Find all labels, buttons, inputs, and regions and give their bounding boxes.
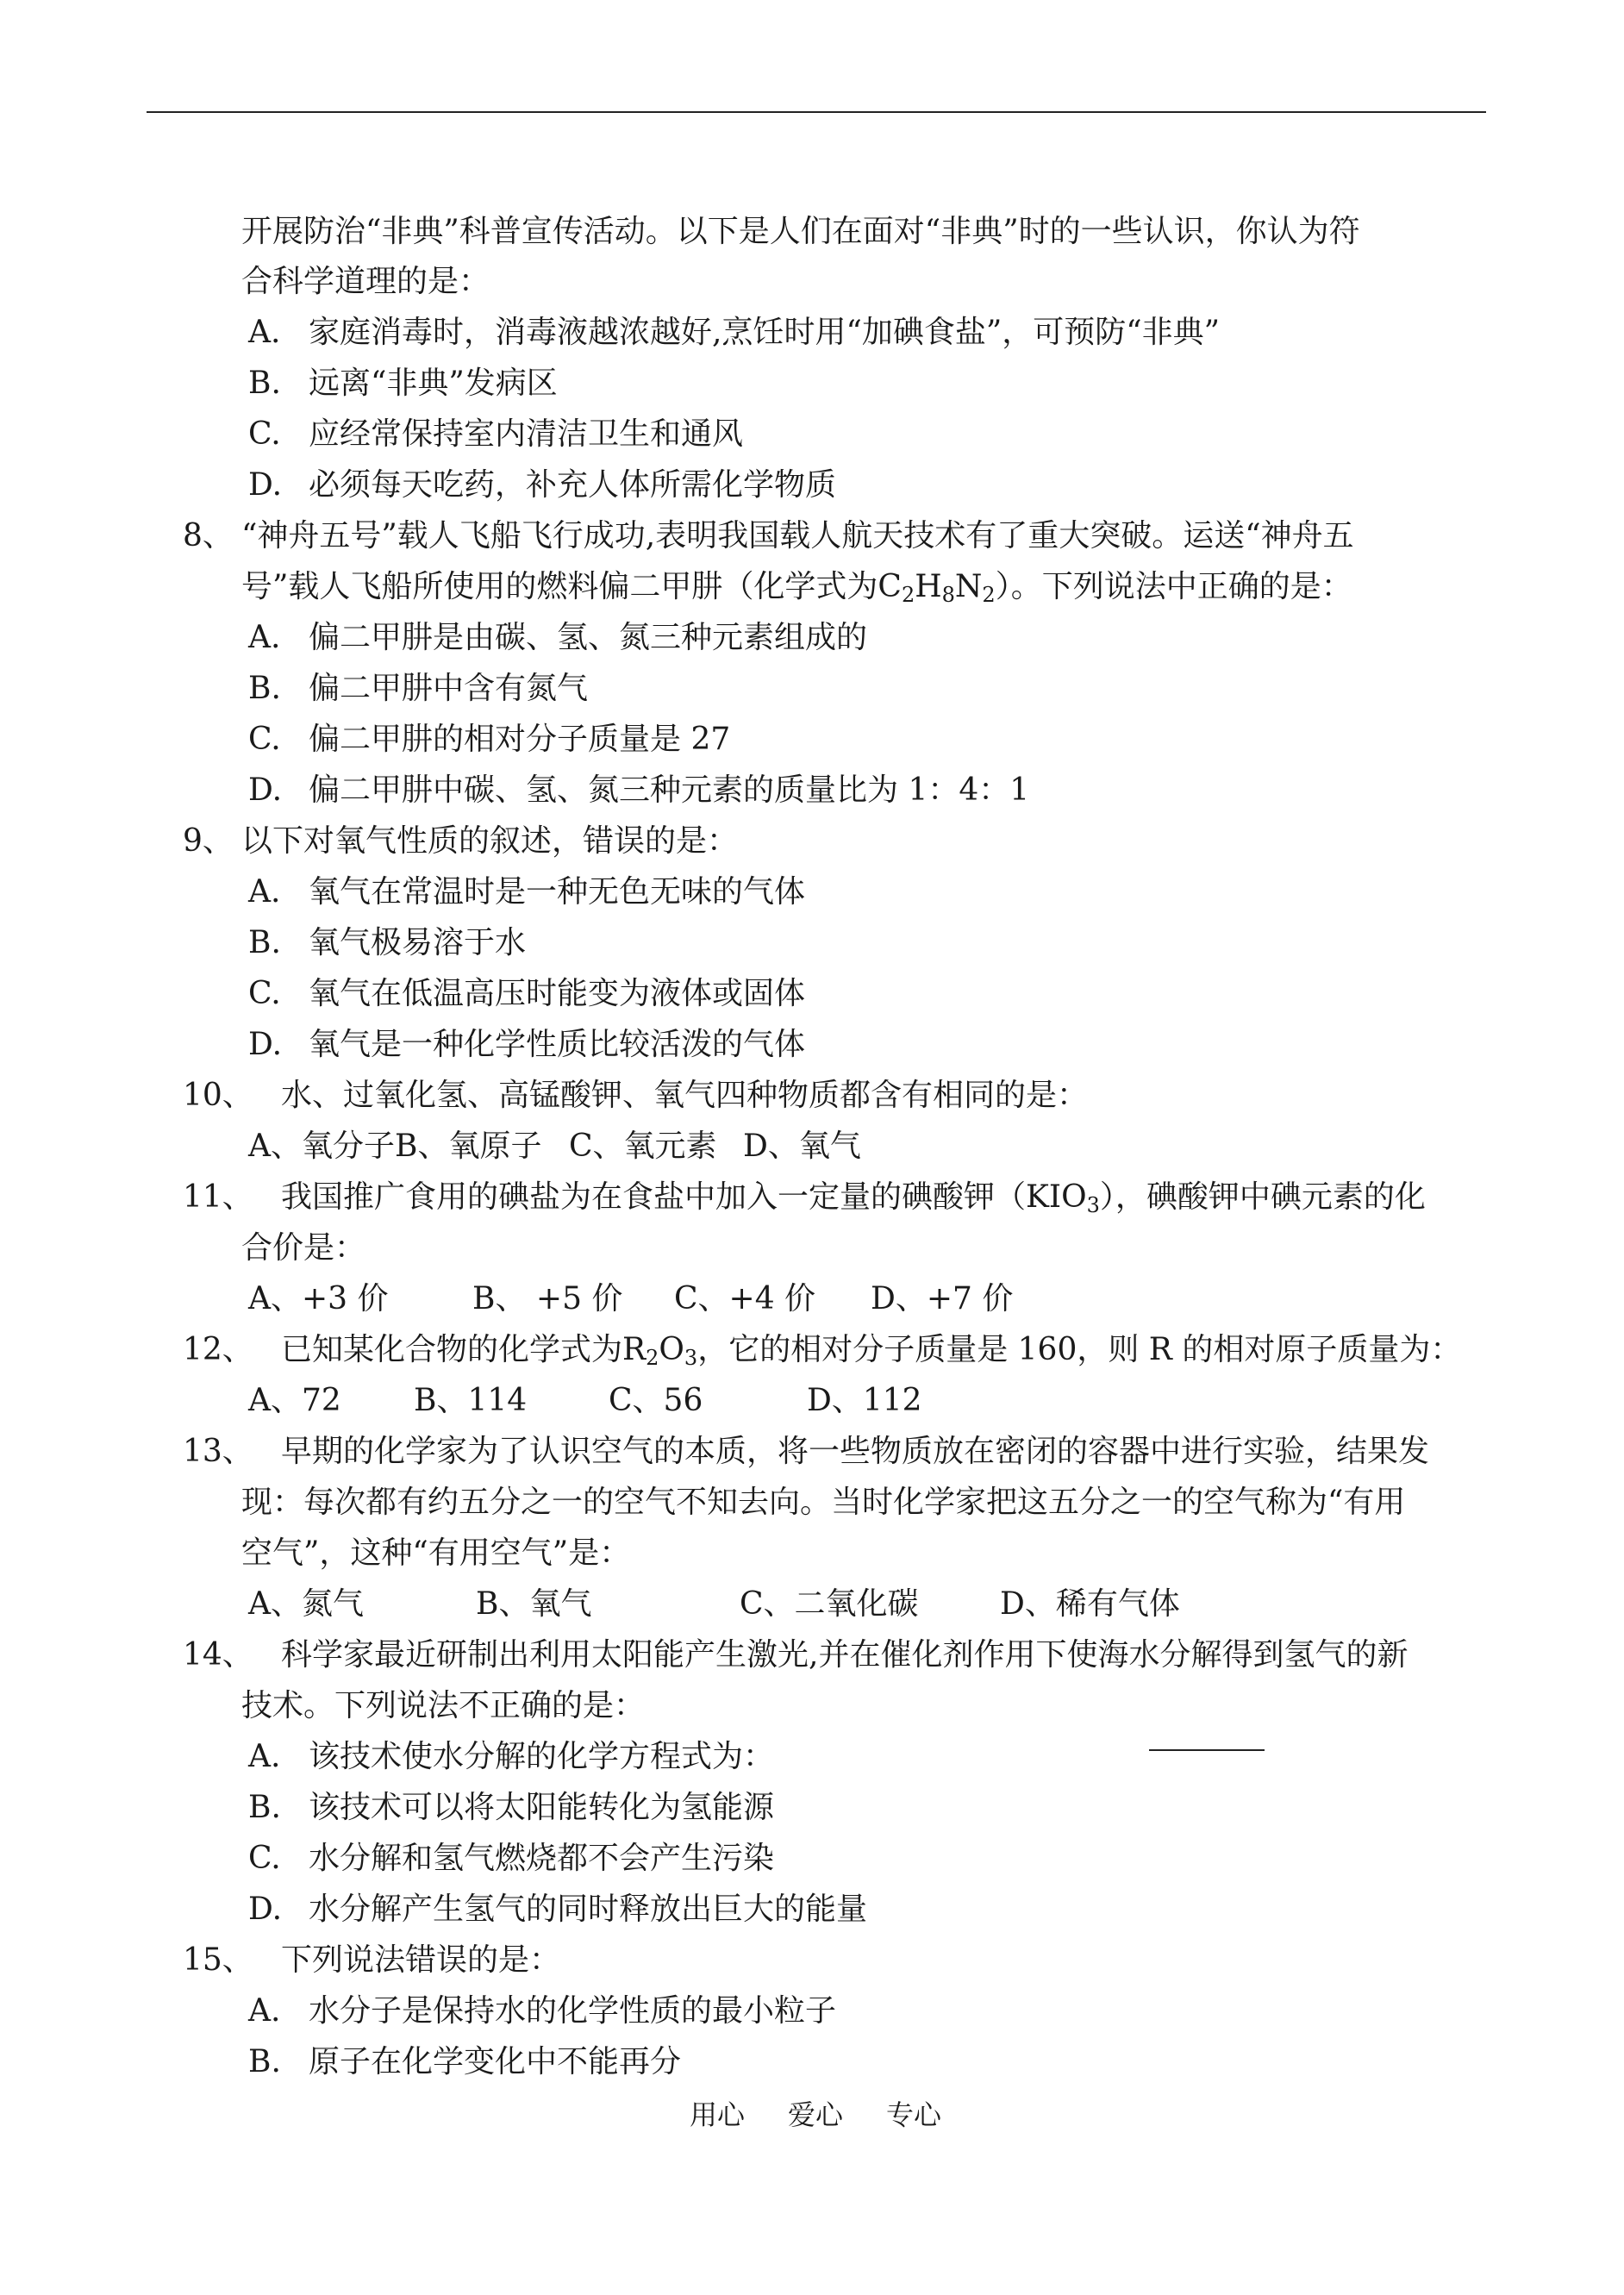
q8-option-c bbox=[248, 721, 730, 759]
option-text: 水分解和氢气燃烧都不会产生污染 bbox=[309, 1841, 775, 1876]
option-label: C. bbox=[248, 1841, 281, 1876]
q15-option-b bbox=[248, 2043, 681, 2081]
q10-option-a: A、氧分子 bbox=[248, 1129, 395, 1164]
q11-line-1 bbox=[281, 1179, 1426, 1216]
q9-option-b bbox=[248, 924, 526, 962]
q14-line-1: 科学家最近研制出利用太阳能产生激光,并在催化剂作用下使海水分解得到氢气的新 bbox=[281, 1637, 1409, 1673]
subscript: 8 bbox=[941, 583, 955, 607]
option-label: D. bbox=[248, 1892, 283, 1927]
q10-option-b: B、氧原子 bbox=[395, 1129, 542, 1164]
q8-line-1: “神舟五号”载人飞船飞行成功,表明我国载人航天技术有了重大突破。运送“神舟五 bbox=[241, 518, 1354, 553]
option-label: C. bbox=[248, 976, 281, 1011]
intro-option-c bbox=[248, 416, 743, 453]
option-text: 该技术可以将太阳能转化为氢能源 bbox=[309, 1790, 775, 1825]
q11-option-c: C、+4 价 bbox=[674, 1281, 816, 1316]
option-label: B. bbox=[248, 1790, 281, 1825]
q12-option-d: D、112 bbox=[807, 1383, 922, 1418]
option-text: 应经常保持室内清洁卫生和通风 bbox=[309, 416, 744, 452]
option-label: D. bbox=[248, 1027, 283, 1062]
q9-option-c bbox=[248, 975, 805, 1013]
footer-word-1: 用心 bbox=[690, 2098, 746, 2131]
option-text: 偏二甲肼中碳、氢、氮三种元素的质量比为 1：4：1 bbox=[309, 772, 1030, 808]
q13-line-2: 现：每次都有约五分之一的空气不知去向。当时化学家把这五分之一的空气称为“有用 bbox=[241, 1485, 1406, 1520]
q14-option-c bbox=[248, 1840, 774, 1878]
q12-line-1 bbox=[281, 1331, 1461, 1369]
option-label: D. bbox=[248, 772, 283, 808]
option-text: 水分子是保持水的化学性质的最小粒子 bbox=[309, 1993, 837, 2029]
q11-line-2: 合价是： bbox=[241, 1230, 366, 1266]
footer-word-3: 专心 bbox=[886, 2098, 942, 2131]
intro-option-a bbox=[248, 314, 1220, 352]
option-label: C. bbox=[248, 722, 281, 757]
subscript: 3 bbox=[684, 1346, 698, 1370]
q12-option-b: B、114 bbox=[414, 1383, 528, 1418]
q13-number: 13、 bbox=[183, 1434, 253, 1469]
q12-text: 已知某化合物的化学式为R bbox=[281, 1332, 646, 1367]
option-text: 偏二甲肼的相对分子质量是 27 bbox=[309, 722, 731, 757]
q8-option-d bbox=[248, 772, 1029, 810]
q9-number: 9、 bbox=[183, 823, 234, 859]
q9-option-a bbox=[248, 873, 805, 911]
q11-text: ），碘酸钾中碘元素的化 bbox=[1099, 1179, 1426, 1215]
q11-option-d: D、+7 价 bbox=[871, 1281, 1014, 1316]
q9-line-1: 以下对氧气性质的叙述，错误的是： bbox=[241, 823, 739, 859]
intro-option-b bbox=[248, 365, 558, 403]
q13-line-3: 空气”，这种“有用空气”是： bbox=[241, 1535, 631, 1571]
q14-line-2: 技术。下列说法不正确的是： bbox=[241, 1688, 646, 1723]
footer-word-2: 爱心 bbox=[788, 2098, 844, 2131]
q9-option-d bbox=[248, 1026, 805, 1064]
q10-option-c: C、氧元素 bbox=[569, 1129, 717, 1164]
q13-option-b: B、氧气 bbox=[476, 1586, 592, 1622]
option-label: C. bbox=[248, 416, 281, 452]
option-text: 偏二甲肼中含有氮气 bbox=[309, 671, 589, 706]
q8-option-a bbox=[248, 619, 867, 657]
q14-option-d bbox=[248, 1891, 867, 1929]
option-text: 偏二甲肼是由碳、氢、氮三种元素组成的 bbox=[309, 620, 868, 655]
intro-option-d bbox=[248, 466, 836, 504]
q11-option-b: B、 +5 价 bbox=[472, 1281, 623, 1316]
option-text: 氧气在低温高压时能变为液体或固体 bbox=[309, 976, 806, 1011]
option-text: 氧气极易溶于水 bbox=[309, 925, 527, 960]
option-label: B. bbox=[248, 925, 281, 960]
option-text: 氧气在常温时是一种无色无味的气体 bbox=[309, 874, 806, 910]
option-text: 氧气是一种化学性质比较活泼的气体 bbox=[309, 1027, 806, 1062]
option-label: B. bbox=[248, 366, 281, 401]
equation-blank bbox=[1149, 1749, 1265, 1751]
q8-text: 号”载人飞船所使用的燃料偏二甲肼（化学式为C bbox=[241, 569, 902, 604]
subscript: 2 bbox=[646, 1346, 659, 1370]
q15-line-1: 下列说法错误的是： bbox=[281, 1942, 561, 1978]
option-text: 必须每天吃药，补充人体所需化学物质 bbox=[309, 467, 837, 503]
q14-option-b bbox=[248, 1789, 774, 1827]
q8-number: 8、 bbox=[183, 518, 234, 553]
option-label: A. bbox=[248, 620, 281, 655]
q10-number: 10、 bbox=[183, 1078, 253, 1113]
q12-number: 12、 bbox=[183, 1332, 253, 1367]
option-text: 家庭消毒时，消毒液越浓越好,烹饪时用“加碘食盐”，可预防“非典” bbox=[309, 315, 1221, 350]
intro-line-2: 合科学道理的是： bbox=[241, 264, 490, 299]
option-label: A. bbox=[248, 1739, 281, 1774]
q11-number: 11、 bbox=[183, 1179, 253, 1215]
q13-option-d: D、稀有气体 bbox=[1000, 1586, 1180, 1622]
option-text: 该技术使水分解的化学方程式为： bbox=[309, 1739, 775, 1774]
q13-line-1: 早期的化学家为了认识空气的本质，将一些物质放在密闭的容器中进行实验，结果发 bbox=[281, 1434, 1430, 1469]
option-text: 远离“非典”发病区 bbox=[309, 366, 558, 401]
q10-line-1: 水、过氧化氢、高锰酸钾、氧气四种物质都含有相同的是： bbox=[281, 1078, 1089, 1113]
q8-text: H bbox=[915, 569, 942, 604]
option-label: D. bbox=[248, 467, 283, 503]
q11-text: 我国推广食用的碘盐为在食盐中加入一定量的碘酸钾（KIO bbox=[281, 1179, 1087, 1215]
option-label: B. bbox=[248, 2044, 281, 2079]
q12-text: O bbox=[659, 1332, 684, 1367]
q15-number: 15、 bbox=[183, 1942, 253, 1978]
q12-option-c: C、56 bbox=[609, 1383, 703, 1418]
subscript: 3 bbox=[1086, 1193, 1100, 1217]
subscript: 2 bbox=[982, 583, 996, 607]
q8-line-2 bbox=[241, 568, 1352, 606]
q11-option-a: A、+3 价 bbox=[248, 1281, 389, 1316]
option-text: 水分解产生氢气的同时释放出巨大的能量 bbox=[309, 1892, 868, 1927]
subscript: 2 bbox=[901, 583, 915, 607]
header-rule bbox=[147, 111, 1486, 113]
option-label: A. bbox=[248, 1993, 281, 2029]
option-text: 原子在化学变化中不能再分 bbox=[309, 2044, 682, 2079]
q15-option-a bbox=[248, 1992, 836, 2030]
q14-option-a bbox=[248, 1738, 774, 1776]
option-label: A. bbox=[248, 874, 281, 910]
option-label: A. bbox=[248, 315, 281, 350]
option-label: B. bbox=[248, 671, 281, 706]
q13-option-c: C、二氧化碳 bbox=[740, 1586, 919, 1622]
q12-text: ，它的相对分子质量是 160，则 R 的相对原子质量为： bbox=[697, 1332, 1462, 1367]
q10-option-d: D、氧气 bbox=[743, 1129, 861, 1164]
q8-text: N bbox=[954, 569, 983, 604]
q8-option-b bbox=[248, 670, 588, 708]
q8-text: ）。下列说法中正确的是： bbox=[995, 569, 1352, 604]
intro-line-1: 开展防治“非典”科普宣传活动。以下是人们在面对“非典”时的一些认识，你认为符 bbox=[241, 214, 1360, 249]
q13-option-a: A、氮气 bbox=[248, 1586, 364, 1622]
q14-number: 14、 bbox=[183, 1637, 253, 1673]
q12-option-a: A、72 bbox=[248, 1383, 341, 1418]
